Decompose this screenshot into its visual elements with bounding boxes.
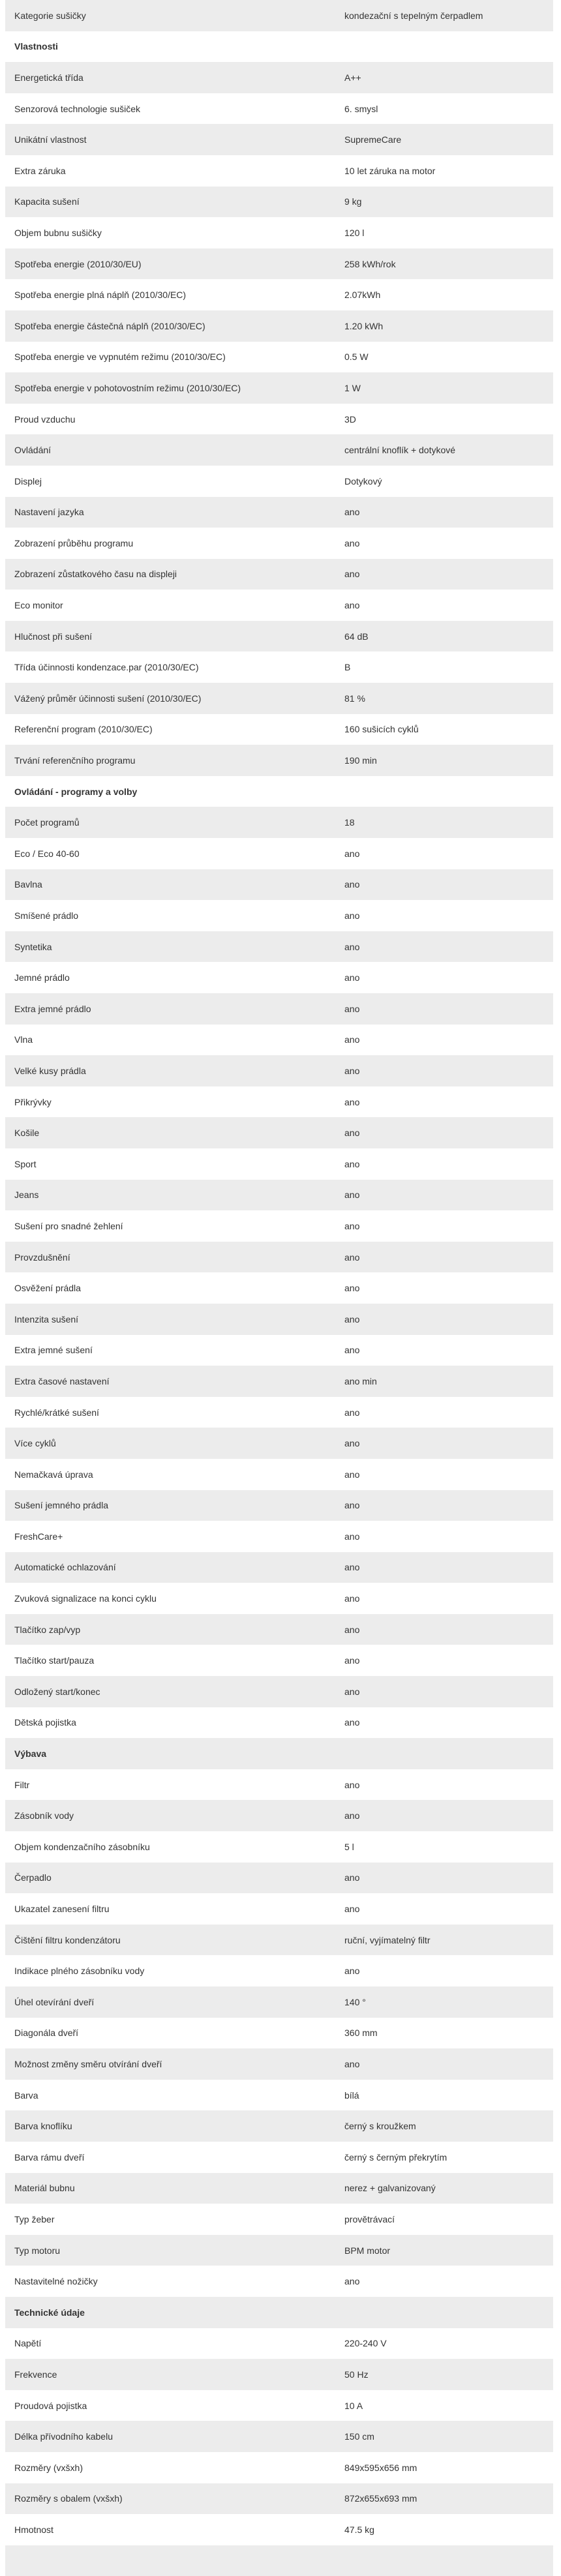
spec-row (5, 1925, 553, 1956)
spec-label: Osvěžení prádla (14, 1283, 81, 1294)
spec-value: 5 l (344, 1841, 354, 1852)
section-heading-row (5, 31, 553, 63)
spec-row (5, 2048, 553, 2080)
spec-row (5, 1272, 553, 1304)
spec-value: ano (344, 1407, 360, 1418)
spec-row (5, 1055, 553, 1086)
spec-row (5, 2514, 553, 2545)
spec-value: ano (344, 1966, 360, 1977)
spec-label: Rychlé/krátké sušení (14, 1407, 99, 1418)
spec-row (5, 714, 553, 745)
spec-value: kondezační s tepelným čerpadlem (344, 10, 483, 21)
spec-row (5, 62, 553, 93)
spec-value: ano min (344, 1375, 377, 1386)
spec-value: ano (344, 507, 360, 518)
spec-value: 120 l (344, 227, 365, 238)
spec-value: 258 kWh/rok (344, 258, 396, 269)
spec-label: Filtr (14, 1779, 30, 1790)
spec-label: Eco monitor (14, 600, 63, 611)
spec-row (5, 1955, 553, 1986)
spec-value: ano (344, 2058, 360, 2069)
section-heading-row (5, 1738, 553, 1769)
spec-label: Délka přívodního kabelu (14, 2431, 113, 2442)
spec-row (5, 559, 553, 590)
spec-label: Automatické ochlazování (14, 1562, 116, 1573)
spec-row (5, 2328, 553, 2359)
spec-label: Extra jemné prádlo (14, 1003, 91, 1014)
spec-value: 872x655x693 mm (344, 2493, 417, 2504)
spec-value: 50 Hz (344, 2369, 369, 2380)
spec-label: Extra časové nastavení (14, 1375, 110, 1386)
spec-label: Nastavitelné nožičky (14, 2276, 98, 2287)
spec-label: Přikrývky (14, 1096, 52, 1107)
spec-value: ano (344, 1438, 360, 1449)
spec-row (5, 869, 553, 901)
spec-label: Proudová pojistka (14, 2400, 87, 2411)
spec-label: Objem kondenzačního zásobníku (14, 1841, 150, 1852)
spec-label: Třída účinnosti kondenzace.par (2010/30/EC) (14, 662, 199, 673)
spec-row (5, 2390, 553, 2421)
spec-row (5, 1242, 553, 1273)
spec-row (5, 1893, 553, 1925)
spec-label: Tlačítko zap/vyp (14, 1624, 81, 1635)
spec-row (5, 807, 553, 838)
spec-row (5, 1148, 553, 1180)
spec-value: 1 W (344, 382, 361, 393)
spec-row (5, 1552, 553, 1583)
spec-label: Unikátní vlastnost (14, 134, 87, 145)
spec-value: ano (344, 1655, 360, 1666)
spec-label: Trvání referenčního programu (14, 755, 136, 766)
spec-label: Dětská pojistka (14, 1717, 76, 1728)
spec-row (5, 590, 553, 621)
spec-row (5, 2173, 553, 2204)
spec-label: Více cyklů (14, 1438, 56, 1449)
spec-value: 220-240 V (344, 2338, 387, 2349)
spec-label: Košile (14, 1128, 40, 1139)
spec-row (5, 1490, 553, 1521)
spec-value: 190 min (344, 755, 377, 766)
spec-label: Jeans (14, 1190, 39, 1201)
spec-label: Rozměry s obalem (vxšxh) (14, 2493, 123, 2504)
spec-label: Spotřeba energie ve vypnutém režimu (2010/30/EC) (14, 352, 226, 363)
spec-value: ano (344, 941, 360, 952)
spec-label: Vlna (14, 1034, 33, 1045)
spec-value: ano (344, 910, 360, 921)
spec-value: ano (344, 848, 360, 859)
spec-value: Dotykový (344, 475, 382, 487)
spec-row (5, 962, 553, 993)
spec-label: Rozměry (vxšxh) (14, 2462, 83, 2473)
spec-row (5, 124, 553, 155)
spec-value: ano (344, 1003, 360, 1014)
spec-value: ano (344, 1283, 360, 1294)
spec-value: ano (344, 1065, 360, 1076)
spec-value: 140 ° (344, 1996, 366, 2007)
spec-value: 1.20 kWh (344, 320, 384, 331)
spec-label: Smíšené prádlo (14, 910, 79, 921)
spec-row (5, 1086, 553, 1118)
spec-value: ano (344, 600, 360, 611)
section-heading-row (5, 2297, 553, 2328)
spec-label: Napětí (14, 2338, 42, 2349)
spec-label: Diagonála dveří (14, 2028, 79, 2039)
spec-row (5, 2018, 553, 2049)
spec-label: Sušení pro snadné žehlení (14, 1220, 123, 1231)
spec-label: Ukazatel zanesení filtru (14, 1904, 110, 1915)
spec-value: ano (344, 972, 360, 983)
spec-row (5, 1986, 553, 2018)
spec-value: 10 A (344, 2400, 363, 2411)
spec-row (5, 1459, 553, 1490)
spec-label: Displej (14, 475, 42, 487)
spec-label: Energetická třída (14, 72, 83, 83)
spec-value: 81 % (344, 693, 365, 704)
spec-value: 849x595x656 mm (344, 2462, 417, 2473)
spec-value: 6. smysl (344, 103, 378, 114)
spec-value: ano (344, 1345, 360, 1356)
spec-row (5, 1614, 553, 1645)
spec-row (5, 1117, 553, 1148)
spec-value: 47.5 kg (344, 2524, 374, 2535)
spec-value: 2.07kWh (344, 290, 381, 301)
spec-label: Spotřeba energie (2010/30/EU) (14, 258, 142, 269)
spec-value: 18 (344, 817, 355, 828)
spec-label: Eco / Eco 40-60 (14, 848, 80, 859)
spec-label: Proud vzduchu (14, 413, 76, 425)
spec-value: 360 mm (344, 2028, 378, 2039)
spec-row (5, 434, 553, 466)
spec-label: Barva knoflíku (14, 2121, 72, 2132)
spec-row (5, 310, 553, 342)
spec-label: Bavlna (14, 879, 42, 890)
spec-value: ano (344, 1717, 360, 1728)
spec-row (5, 2142, 553, 2173)
spec-value: SupremeCare (344, 134, 402, 145)
spec-value: černý s černým překrytím (344, 2151, 447, 2163)
spec-row (5, 683, 553, 714)
spec-row (5, 1304, 553, 1335)
spec-row (5, 1707, 553, 1739)
spec-row (5, 497, 553, 528)
spec-label: Sušení jemného prádla (14, 1500, 108, 1511)
spec-label: Čerpadlo (14, 1872, 52, 1883)
spec-row (5, 745, 553, 776)
spec-row (5, 1180, 553, 1211)
section-heading: Vlastnosti (14, 41, 58, 52)
spec-label: Indikace plného zásobníku vody (14, 1966, 145, 1977)
spec-row (5, 1831, 553, 1863)
spec-value: 0.5 W (344, 352, 369, 363)
spec-value: ano (344, 1096, 360, 1107)
spec-label: Počet programů (14, 817, 80, 828)
spec-label: Hmotnost (14, 2524, 53, 2535)
spec-label: FreshCare+ (14, 1531, 63, 1542)
spec-value: ano (344, 1034, 360, 1045)
spec-row (5, 2545, 553, 2576)
spec-row (5, 1428, 553, 1459)
spec-label: Frekvence (14, 2369, 57, 2380)
spec-value: ano (344, 1190, 360, 1201)
spec-row (5, 2452, 553, 2483)
spec-value: ano (344, 2276, 360, 2287)
section-heading: Technické údaje (14, 2307, 85, 2318)
spec-value: ano (344, 1251, 360, 1263)
spec-row (5, 2266, 553, 2297)
spec-label: Zásobník vody (14, 1810, 74, 1821)
spec-row (5, 621, 553, 652)
spec-row (5, 2110, 553, 2142)
spec-label: Materiál bubnu (14, 2183, 75, 2194)
spec-value: 160 sušicích cyklů (344, 724, 419, 735)
spec-label: Zvuková signalizace na konci cyklu (14, 1593, 157, 1604)
spec-label: Provzdušnění (14, 1251, 70, 1263)
spec-value: ano (344, 1562, 360, 1573)
spec-row (5, 1769, 553, 1801)
spec-value: ano (344, 1469, 360, 1480)
spec-row (5, 217, 553, 248)
spec-value: ano (344, 569, 360, 580)
spec-row (5, 1676, 553, 1707)
spec-label: Spotřeba energie plná náplň (2010/30/EC) (14, 290, 187, 301)
spec-value: ano (344, 1220, 360, 1231)
spec-row (5, 1025, 553, 1056)
spec-label: Objem bubnu sušičky (14, 227, 102, 238)
spec-value: ano (344, 537, 360, 548)
spec-row (5, 900, 553, 931)
spec-value: centrální knoflík + dotykové (344, 445, 456, 456)
spec-label: Úhel otevírání dveří (14, 1996, 95, 2007)
spec-label: Referenční program (2010/30/EC) (14, 724, 153, 735)
spec-value: bílá (344, 2089, 359, 2101)
spec-row (5, 2359, 553, 2390)
spec-row (5, 2421, 553, 2452)
spec-label: Tlačítko start/pauza (14, 1655, 95, 1666)
spec-row (5, 1335, 553, 1366)
spec-label: Nemačkavá úprava (14, 1469, 93, 1480)
section-heading: Výbava (14, 1748, 47, 1760)
spec-row (5, 404, 553, 435)
spec-value: ano (344, 1686, 360, 1697)
spec-value: 150 cm (344, 2431, 374, 2442)
spec-value: nerez + galvanizovaný (344, 2183, 436, 2194)
spec-value: ano (344, 1593, 360, 1604)
spec-value: ruční, vyjímatelný filtr (344, 1934, 431, 1945)
spec-value: ano (344, 1313, 360, 1325)
spec-row (5, 279, 553, 310)
spec-label: Typ žeber (14, 2213, 55, 2224)
spec-row (5, 651, 553, 683)
spec-row (5, 528, 553, 559)
spec-label: Ovládání (14, 445, 52, 456)
spec-row (5, 0, 553, 31)
spec-label: Spotřeba energie částečná náplň (2010/30/EC) (14, 320, 205, 331)
spec-label: Velké kusy prádla (14, 1065, 86, 1076)
spec-value: BPM motor (344, 2245, 391, 2256)
spec-row (5, 838, 553, 869)
spec-label: Extra záruka (14, 165, 66, 176)
spec-row (5, 248, 553, 280)
spec-label: Intenzita sušení (14, 1313, 79, 1325)
spec-row (5, 2204, 553, 2235)
spec-value: ano (344, 1872, 360, 1883)
spec-row (5, 372, 553, 404)
spec-label: Syntetika (14, 941, 52, 952)
spec-value: 3D (344, 413, 356, 425)
spec-value: ano (344, 1904, 360, 1915)
spec-row (5, 1521, 553, 1552)
spec-row (5, 342, 553, 373)
spec-label: Spotřeba energie v pohotovostním režimu (2010/30/EC) (14, 382, 241, 393)
spec-label: Zobrazení zůstatkového času na displeji (14, 569, 177, 580)
spec-label: Typ motoru (14, 2245, 61, 2256)
spec-label: Vážený průměr účinnosti sušení (2010/30/EC) (14, 693, 202, 704)
spec-value: ano (344, 1624, 360, 1635)
spec-row (5, 1397, 553, 1428)
specification-table (5, 0, 553, 2576)
spec-value: ano (344, 1531, 360, 1542)
spec-value: ano (344, 879, 360, 890)
spec-row (5, 931, 553, 963)
spec-value: 10 let záruka na motor (344, 165, 436, 176)
spec-label: Extra jemné sušení (14, 1345, 93, 1356)
spec-label: Kapacita sušení (14, 196, 80, 207)
spec-label: Jemné prádlo (14, 972, 70, 983)
spec-label: Možnost změny směru otvírání dveří (14, 2058, 162, 2069)
spec-row (5, 155, 553, 187)
spec-row (5, 1583, 553, 1614)
spec-label: Nastavení jazyka (14, 507, 84, 518)
spec-value: 64 dB (344, 631, 369, 642)
spec-row (5, 2080, 553, 2111)
spec-value: A++ (344, 72, 361, 83)
spec-label: Senzorová technologie sušiček (14, 103, 141, 114)
spec-value: ano (344, 1128, 360, 1139)
spec-label: Barva rámu dveří (14, 2151, 85, 2163)
spec-value: černý s kroužkem (344, 2121, 416, 2132)
spec-label: Čištění filtru kondenzátoru (14, 1934, 121, 1945)
spec-label: Kategorie sušičky (14, 10, 86, 21)
spec-value: ano (344, 1500, 360, 1511)
spec-label: Zobrazení průběhu programu (14, 537, 134, 548)
section-heading: Ovládání - programy a volby (14, 786, 138, 797)
section-heading-row (5, 776, 553, 807)
spec-value: 9 kg (344, 196, 362, 207)
spec-label: Hlučnost při sušení (14, 631, 93, 642)
spec-value: ano (344, 1779, 360, 1790)
spec-row (5, 466, 553, 497)
spec-label: Sport (14, 1158, 37, 1169)
spec-value: B (344, 662, 351, 673)
spec-row (5, 1800, 553, 1831)
spec-row (5, 187, 553, 218)
spec-row (5, 1863, 553, 1894)
spec-row (5, 1366, 553, 1397)
spec-row (5, 993, 553, 1025)
spec-label: Odložený start/konec (14, 1686, 100, 1697)
spec-value: ano (344, 1158, 360, 1169)
spec-row (5, 2235, 553, 2266)
spec-row (5, 1645, 553, 1676)
spec-value: provětrávací (344, 2213, 395, 2224)
spec-value: ano (344, 1810, 360, 1821)
spec-row (5, 1210, 553, 1242)
spec-label: Barva (14, 2089, 38, 2101)
spec-row (5, 2483, 553, 2515)
spec-row (5, 93, 553, 125)
